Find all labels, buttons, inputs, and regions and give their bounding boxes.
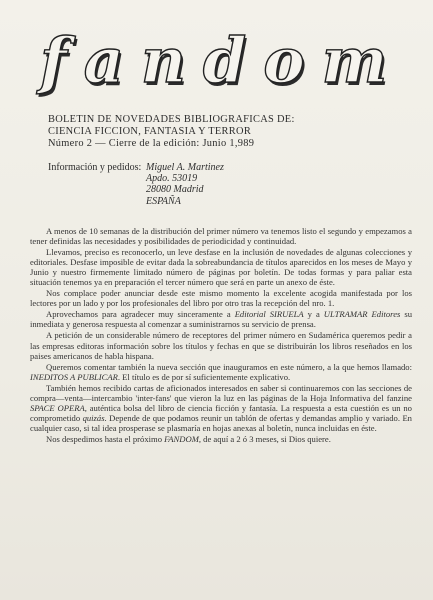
bulletin-header (48, 114, 398, 151)
fanzine-name: SPACE OPERA (30, 402, 85, 413)
address-line: 28080 Madrid (146, 184, 204, 196)
paragraph (30, 434, 412, 444)
bulletin-name: FANDOM (164, 433, 199, 444)
paragraph: A menos de 10 semanas de la distribución del primer número va tenemos listo el segundo y empezamos a tener definidas las necesidades y posibilidades de periodicidad y continuidad. (30, 226, 412, 247)
paragraph: Nos complace poder anunciar desde este mismo momento la excelente acogida manifestada por los lectores por un lado y por los profesionales del libro por otro tras la recepción del nro. 1. (30, 288, 412, 309)
emphasis: quizás (82, 412, 105, 423)
text-run: , de aquí a 2 ó 3 meses, si Dios quiere. (198, 433, 331, 444)
address-line: ESPAÑA (146, 195, 181, 207)
paragraph: A petición de un considerable número de receptores del primer número en Sudamérica queremos pedir a las empresas editoras información sobre los títulos y fechas en que se distribuirán los libros reseñados en los paises americanos de habla hispana. (30, 330, 412, 361)
issue-line: Número 2 — Cierre de la edición: Junio 1,989 (48, 138, 255, 150)
masthead-logo: fandom (40, 24, 405, 97)
paragraph: Llevamos, preciso es reconocerlo, un leve desfase en la inclusión de novedades de algunas colecciones y editoriales. Desfase imposible de evitar dada la sobreabundancia de títulos aparecidos en los meses de Mayo y Junio y nuestro firmemente limitado número de páginas por boletín. De todas formas y para paliar esta situación tenemos ya en preparación el tercer número que será en parte un anexo de éste. (30, 247, 412, 288)
text-run: . Depende de que podamos reunir un tablón de ofertas y demandas amplio y variado. En cualquier caso, si tal idea prosperase se plasmaría en hojas anexas al boletín, nunca incluidas en éste. (30, 412, 412, 433)
header-line-2: CIENCIA FICCION, FANTASIA Y TERROR (48, 126, 252, 138)
contact-label: Información y pedidos: (48, 162, 142, 173)
paragraph (30, 362, 412, 382)
text-run: , auténtica bolsa del libro de ciencia ficción y fantasía. La respuesta a esta cuestión es un no comprometido (30, 402, 412, 423)
text-run: Aprovechamos para agradecer muy sinceramente a (46, 309, 235, 320)
postal-address (146, 162, 224, 207)
paragraph (30, 309, 412, 329)
text-run: También hemos recibido cartas de aficionados interesados en saber si continuaremos con las secciones de compra—venta—intercambio 'inter-fans' que vieron la luz en las páginas de la Hoja Informativa del fanzine (30, 382, 412, 403)
text-run: . El título es de por sí suficientemente explicativo. (117, 371, 291, 382)
section-name: INEDITOS A PUBLICAR (30, 371, 118, 382)
publisher-name: Editorial SIRUELA (234, 309, 304, 320)
header-line-1: BOLETIN DE NOVEDADES BIBLIOGRAFICAS DE: (48, 114, 295, 125)
text-run: Nos despedimos hasta el próximo (46, 433, 165, 444)
text-run: Queremos comentar también la nueva sección que inauguramos en este número, a la que hemos llamado: (46, 361, 412, 372)
text-run: y a (303, 309, 324, 320)
address-line: Miguel A. Martinez (146, 162, 224, 173)
text-run: su inmediata y generosa respuesta al comenzar a suministrarnos su servicio de prensa. (30, 309, 413, 330)
paragraph (30, 383, 412, 433)
publisher-name: ULTRAMAR Editores (323, 309, 401, 320)
body-text (30, 226, 412, 445)
address-line: Apdo. 53019 (146, 173, 198, 185)
